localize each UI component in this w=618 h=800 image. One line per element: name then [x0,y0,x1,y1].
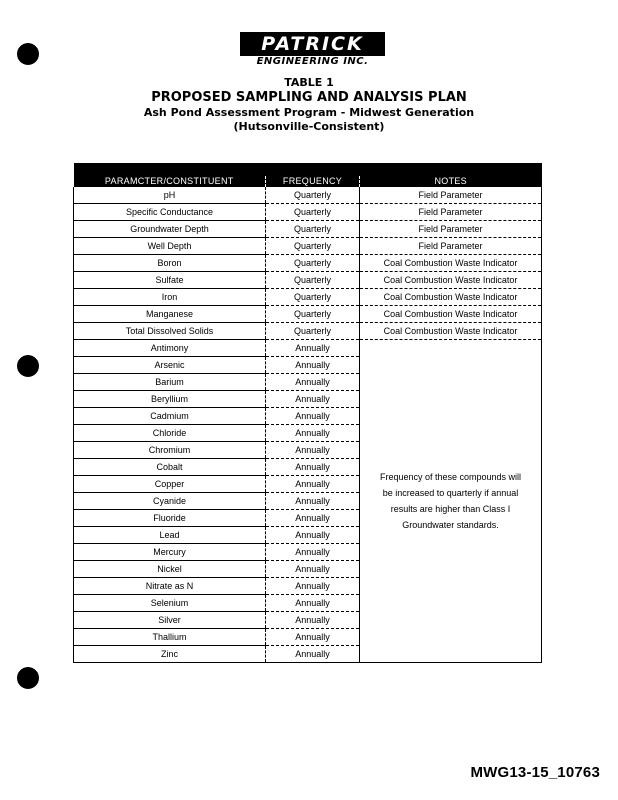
parameter-cell: Selenium [74,595,266,612]
page-title: PROPOSED SAMPLING AND ANALYSIS PLAN [151,90,467,105]
annual-note-cell: Frequency of these compounds will be increased to quarterly if annual results are higher than Class I Groundwater standards. [360,340,542,663]
parameter-cell: Cyanide [74,493,266,510]
table-row [74,272,542,289]
logo-subname: ENGINEERING INC. [256,56,369,67]
frequency-cell: Quarterly [266,289,360,306]
frequency-cell: Annually [266,595,360,612]
frequency-cell: Annually [266,391,360,408]
frequency-cell: Annually [266,476,360,493]
notes-cell: Coal Combustion Waste Indicator [360,255,542,272]
notes-cell: Coal Combustion Waste Indicator [360,306,542,323]
parameter-cell: Copper [74,476,266,493]
frequency-cell: Quarterly [266,204,360,221]
parameter-cell: Mercury [74,544,266,561]
frequency-cell: Annually [266,646,360,663]
table-row [74,340,542,357]
parameter-cell: Nickel [74,561,266,578]
frequency-cell: Annually [266,629,360,646]
parameter-cell: Barium [74,374,266,391]
table-row [74,323,542,340]
parameter-cell: Well Depth [74,238,266,255]
site-name: (Hutsonville-Consistent) [233,120,385,133]
table-label: TABLE 1 [284,76,334,89]
notes-cell: Coal Combustion Waste Indicator [360,272,542,289]
page-subtitle: Ash Pond Assessment Program - Midwest Generation [143,106,475,119]
table-row [74,204,542,221]
frequency-cell: Annually [266,425,360,442]
column-header-frequency: FREQUENCY [266,170,360,188]
parameter-cell: Cobalt [74,459,266,476]
parameter-cell: Chromium [74,442,266,459]
frequency-cell: Annually [266,561,360,578]
frequency-cell: Annually [266,340,360,357]
frequency-cell: Annually [266,544,360,561]
table-row [74,187,542,204]
frequency-cell: Annually [266,459,360,476]
parameter-cell: pH [74,187,266,204]
sampling-plan-table [73,163,542,663]
punch-hole-middle [17,355,39,377]
table-row [74,221,542,238]
parameter-cell: Antimony [74,340,266,357]
parameter-cell: Beryllium [74,391,266,408]
frequency-cell: Annually [266,357,360,374]
table-header-row [74,170,542,188]
parameter-cell: Specific Conductance [74,204,266,221]
table-row [74,255,542,272]
frequency-cell: Quarterly [266,272,360,289]
frequency-cell: Quarterly [266,221,360,238]
parameter-cell: Silver [74,612,266,629]
notes-cell: Field Parameter [360,221,542,238]
parameter-cell: Sulfate [74,272,266,289]
punch-hole-top [17,43,39,65]
parameter-cell: Thallium [74,629,266,646]
parameter-cell: Chloride [74,425,266,442]
frequency-cell: Annually [266,374,360,391]
parameter-cell: Fluoride [74,510,266,527]
frequency-cell: Quarterly [266,187,360,204]
frequency-cell: Annually [266,527,360,544]
table-row [74,238,542,255]
frequency-cell: Annually [266,493,360,510]
document-id: MWG13-15_10763 [470,764,600,781]
company-logo [240,32,385,68]
table-row [74,306,542,323]
frequency-cell: Annually [266,510,360,527]
parameter-cell: Iron [74,289,266,306]
punch-hole-bottom [17,667,39,689]
column-header-parameter: PARAMCTER/CONSTITUENT [74,170,266,188]
frequency-cell: Quarterly [266,306,360,323]
frequency-cell: Annually [266,578,360,595]
logo-name: PATRICK [240,32,385,56]
parameter-cell: Lead [74,527,266,544]
notes-cell: Field Parameter [360,238,542,255]
column-header-notes: NOTES [360,170,542,188]
document-header [0,76,618,134]
notes-cell: Field Parameter [360,187,542,204]
frequency-cell: Quarterly [266,323,360,340]
parameter-cell: Arsenic [74,357,266,374]
frequency-cell: Annually [266,612,360,629]
parameter-cell: Boron [74,255,266,272]
notes-cell: Field Parameter [360,204,542,221]
frequency-cell: Annually [266,442,360,459]
frequency-cell: Annually [266,408,360,425]
table-row [74,289,542,306]
frequency-cell: Quarterly [266,255,360,272]
frequency-cell: Quarterly [266,238,360,255]
parameter-cell: Cadmium [74,408,266,425]
parameter-cell: Manganese [74,306,266,323]
notes-cell: Coal Combustion Waste Indicator [360,289,542,306]
parameter-cell: Total Dissolved Solids [74,323,266,340]
notes-cell: Coal Combustion Waste Indicator [360,323,542,340]
parameter-cell: Groundwater Depth [74,221,266,238]
parameter-cell: Nitrate as N [74,578,266,595]
parameter-cell: Zinc [74,646,266,663]
